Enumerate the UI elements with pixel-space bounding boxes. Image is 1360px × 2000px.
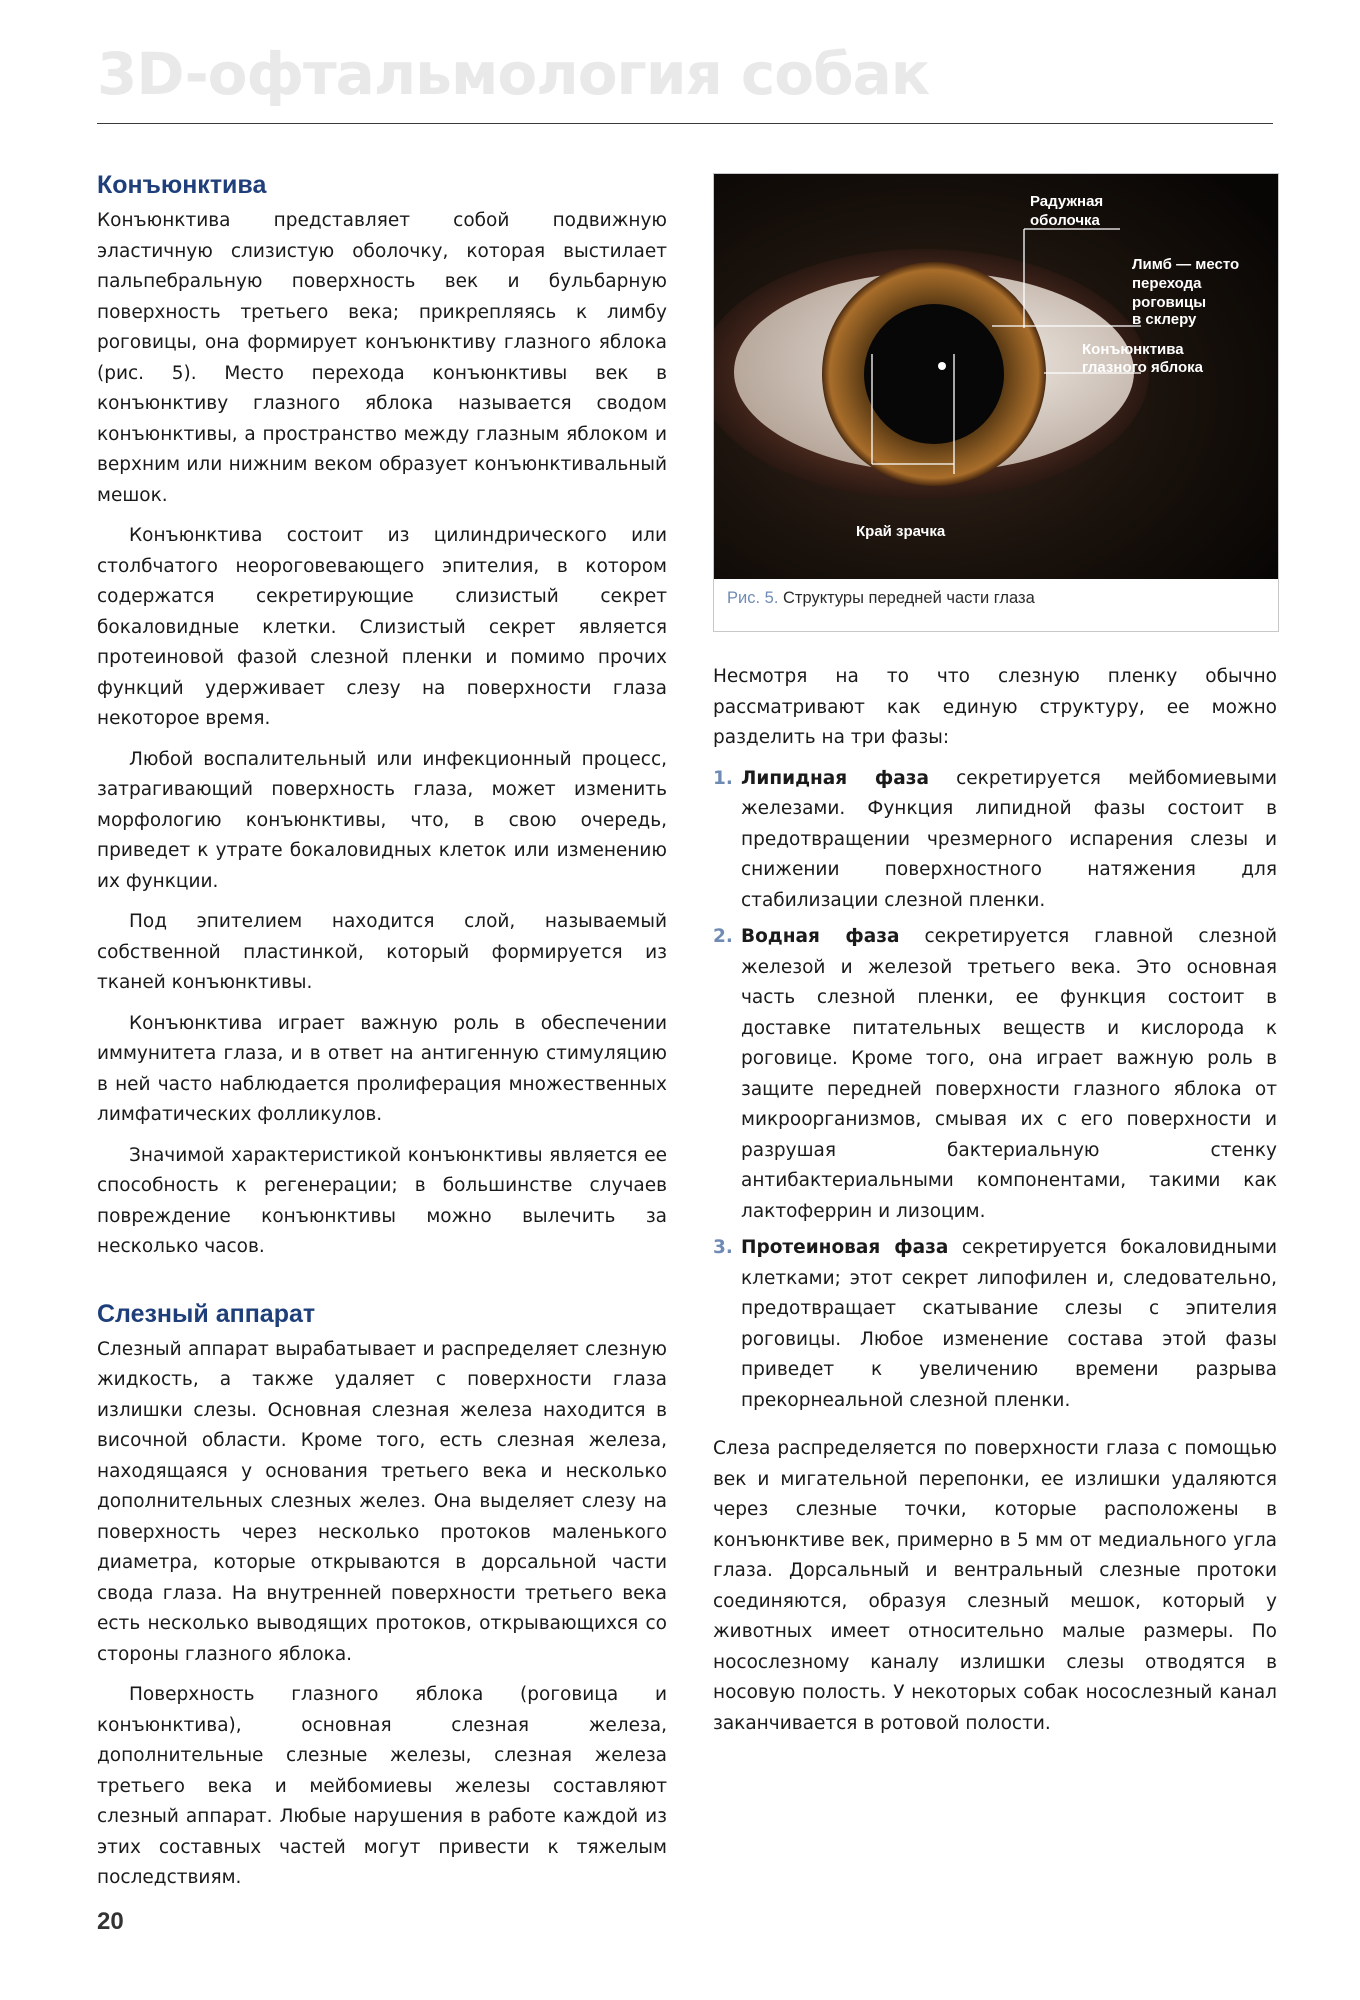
phase-text: секретируется мейбомиевыми железами. Функция липидной фазы состоит в предотвращении чрезмерного испарения слезы и снижении поверхностного натяжения для стабилизации слезной пленки. [741,767,1278,911]
label-limbus-line2: перехода [1132,275,1202,292]
paragraph: Слеза распределяется по поверхности глаза с помощью век и мигательной перепонки, ее излишки удаляются через слезные точки, которые расположены в конъюнктиве век, примерно в 5 мм от медиального угла глаза. Дорсальный и вентральный слезные протоки соединяются, образуя слезный мешок, который у животных имеет относительно малые размеры. По носослезному каналу излишки слезы отводятся в носовую полость. У некоторых собак носослезный канал заканчивается в ротовой полости. [713,1438,1277,1734]
right-column [713,662,1277,1749]
paragraph: Несмотря на то что слезную пленку обычно рассматривают как единую структуру, ее можно разделить на три фазы: [713,666,1277,748]
running-head-title: 3D-офтальмология собак [97,40,930,108]
tear-film-phases-list [713,764,1277,1417]
list-number: 3. [713,1237,733,1258]
header-rule [97,123,1273,124]
figure-caption [727,589,1035,608]
list-number: 1. [713,767,733,789]
paragraph: Под эпителием находится слой, называемый собственной пластинкой, который формируется из тканей конъюнктивы. [97,911,667,993]
paragraph: Конъюнктива играет важную роль в обеспечении иммунитета глаза, и в ответ на антигенную стимуляцию в ней часто наблюдается пролиферация множественных лимфатических фолликулов. [97,1012,667,1125]
paragraph: Конъюнктива состоит из цилиндрического или столбчатого неороговевающего эпителия, в котором содержатся секретирующие слизистый секрет бокаловидные клетки. Слизистый секрет является протеиновой фазой слезной пленки и помимо прочих функций удерживает слезу на поверхности глаза некоторое время. [97,525,667,729]
page-number: 20 [97,1908,124,1935]
label-conjunctiva-line2: глазного яблока [1082,359,1203,376]
label-pupil-edge: Край зрачка [856,523,946,540]
label-limbus-line1: Лимб — место [1132,256,1240,273]
list-item [713,1233,1277,1416]
label-iris-line1: Радужная [1030,193,1104,210]
paragraph: Слезный аппарат вырабатывает и распределяет слезную жидкость, а также удаляет с поверхности глаза излишки слезы. Основная слезная железа находится в височной области. Кроме того, есть слезная железа, находящаяся у основания третьего века и несколько дополнительных слезных желез. Она выделяет слезу на поверхность через несколько протоков маленького диаметра, которые открываются в дорсальной части свода глаза. На внутренней поверхности третьего века есть несколько выводящих протоков, открывающихся со стороны глазного яблока. [97,1338,667,1665]
paragraph: Конъюнктива представляет собой подвижную эластичную слизистую оболочку, которая выстилает пальпебральную поверхность век и бульбарную поверхность третьего века; прикрепляясь к лимбу роговицы, она формирует конъюнктиву глазного яблока (рис. 5). Место перехода конъюнктивы век в конъюнктиву глазного яблока называется сводом конъюнктивы, а пространство между глазным яблоком и верхним или нижним веком образует конъюнктивальный мешок. [97,210,667,506]
phase-name: Водная фаза [741,926,900,947]
eye-photo [714,174,1278,579]
paragraph: Поверхность глазного яблока (роговица и конъюнктива), основная слезная железа, дополнительные слезные железы, слезная железа третьего века и мейбомиевы железы составляют слезный аппарат. Любые нарушения в работе каждой из этих составных частей могут привести к тяжелым последствиям. [97,1684,667,1888]
list-item [713,764,1277,917]
figure-caption-text: Структуры передней части глаза [783,589,1035,607]
paragraph: Значимой характеристикой конъюнктивы является ее способность к регенерации; в большинстве случаев повреждение конъюнктивы можно вылечить за несколько часов. [97,1144,667,1257]
list-number: 2. [713,926,733,947]
label-conjunctiva-line1: Конъюнктива [1082,341,1184,358]
section-heading-conjunctiva: Конъюнктива [97,171,267,199]
list-item [713,922,1277,1227]
section-heading-lacrimal-apparatus: Слезный аппарат [97,1299,316,1328]
phase-name: Липидная фаза [741,767,929,789]
figure-number: Рис. 5. [727,589,779,607]
phase-text: секретируется бокаловидными клетками; этот секрет липофилен и, следовательно, предотвращает скатывание слезы с эпителия роговицы. Любое изменение состава этой фазы приведет к увеличению времени разрыва прекорнеальной слезной пленки. [741,1237,1277,1411]
phase-name: Протеиновая фаза [741,1237,949,1258]
left-column [97,168,667,1904]
label-iris-line2: оболочка [1030,212,1100,229]
label-limbus-line3: роговицы [1132,294,1207,311]
phase-text: секретируется главной слезной железой и железой третьего века. Это основная часть слезной пленки, ее функция состоит в доставке питательных веществ и кислорода к роговице. Кроме того, она играет важную роль в защите передней поверхности глазного яблока от микроорганизмов, смывая их с его поверхности и разрушая бактериальную стенку антибактериальными компонентами, такими как лактоферрин и лизоцим. [741,926,1277,1222]
label-limbus-line4: в склеру [1132,311,1197,328]
figure-eye-structures [713,173,1279,632]
paragraph: Любой воспалительный или инфекционный процесс, затрагивающий поверхность глаза, может изменить морфологию конъюнктивы, что, в свою очередь, приведет к утрате бокаловидных клеток или изменению их функции. [97,748,667,892]
